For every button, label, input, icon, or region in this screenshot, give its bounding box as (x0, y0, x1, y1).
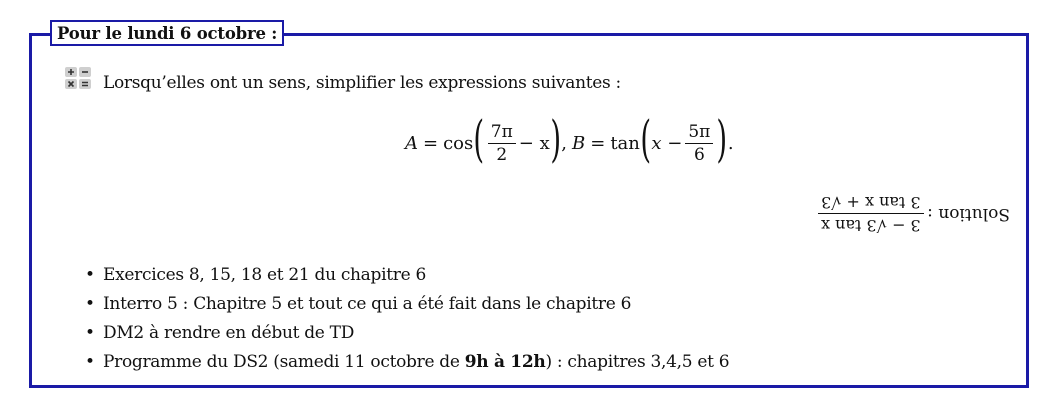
solution-fraction (818, 192, 924, 237)
list-item-text-before: Programme du DS2 (samedi 11 octobre de (103, 352, 465, 372)
formula-a-tail: − x (518, 132, 550, 154)
paren-open: ( (473, 110, 485, 168)
formula (405, 110, 734, 171)
formula-separator: , (561, 132, 567, 154)
calculator-icon (65, 67, 91, 90)
frame-title: Pour le lundi 6 octobre : (50, 20, 284, 46)
bullet: • (85, 265, 95, 285)
formula-b-label: B (571, 132, 586, 154)
fraction-a (488, 121, 516, 166)
list-item-text-after: ) : chapitres 3,4,5 et 6 (545, 352, 730, 372)
formula-cos: cos (443, 132, 474, 154)
solution-label: Solution : (927, 204, 1010, 224)
bullet: • (85, 352, 95, 372)
fraction-b (685, 121, 713, 166)
list-item (84, 291, 729, 320)
formula-a-label: A (405, 132, 418, 154)
formula-end: . (727, 132, 734, 154)
paren-close-b: ) (716, 110, 728, 168)
fraction-a-denominator: 2 (496, 144, 508, 165)
paren-open-b: ( (640, 110, 651, 168)
list-item (84, 320, 729, 349)
solution-denominator: 3 tan x + √3 (821, 193, 921, 213)
formula-equals-b: = (590, 132, 606, 154)
list-item-text: DM2 à rendre en début de TD (103, 323, 355, 343)
bullet: • (85, 294, 95, 314)
exercise-instruction: Lorsqu’elles ont un sens, simplifier les expressions suivantes : (103, 73, 621, 93)
list-item-text: Interro 5 : Chapitre 5 et tout ce qui a été fait dans le chapitre 6 (103, 294, 632, 314)
list-item-text-bold: 9h à 12h (464, 352, 546, 372)
paren-close: ) (550, 110, 561, 168)
list-item (84, 349, 729, 378)
formula-tan: tan (610, 132, 640, 154)
formula-b-head: x − (651, 132, 683, 154)
solution-numerator: 3 − √3 tan x (821, 216, 921, 236)
bullet: • (85, 323, 95, 343)
formula-equals: = (423, 132, 439, 154)
fraction-b-denominator: 6 (693, 144, 705, 165)
homework-list (84, 262, 729, 378)
fraction-b-numerator: 5π (688, 121, 711, 142)
list-item (84, 262, 729, 291)
fraction-a-numerator: 7π (490, 121, 513, 142)
solution-upside-down (815, 188, 1010, 240)
list-item-text: Exercices 8, 15, 18 et 21 du chapitre 6 (103, 265, 426, 285)
